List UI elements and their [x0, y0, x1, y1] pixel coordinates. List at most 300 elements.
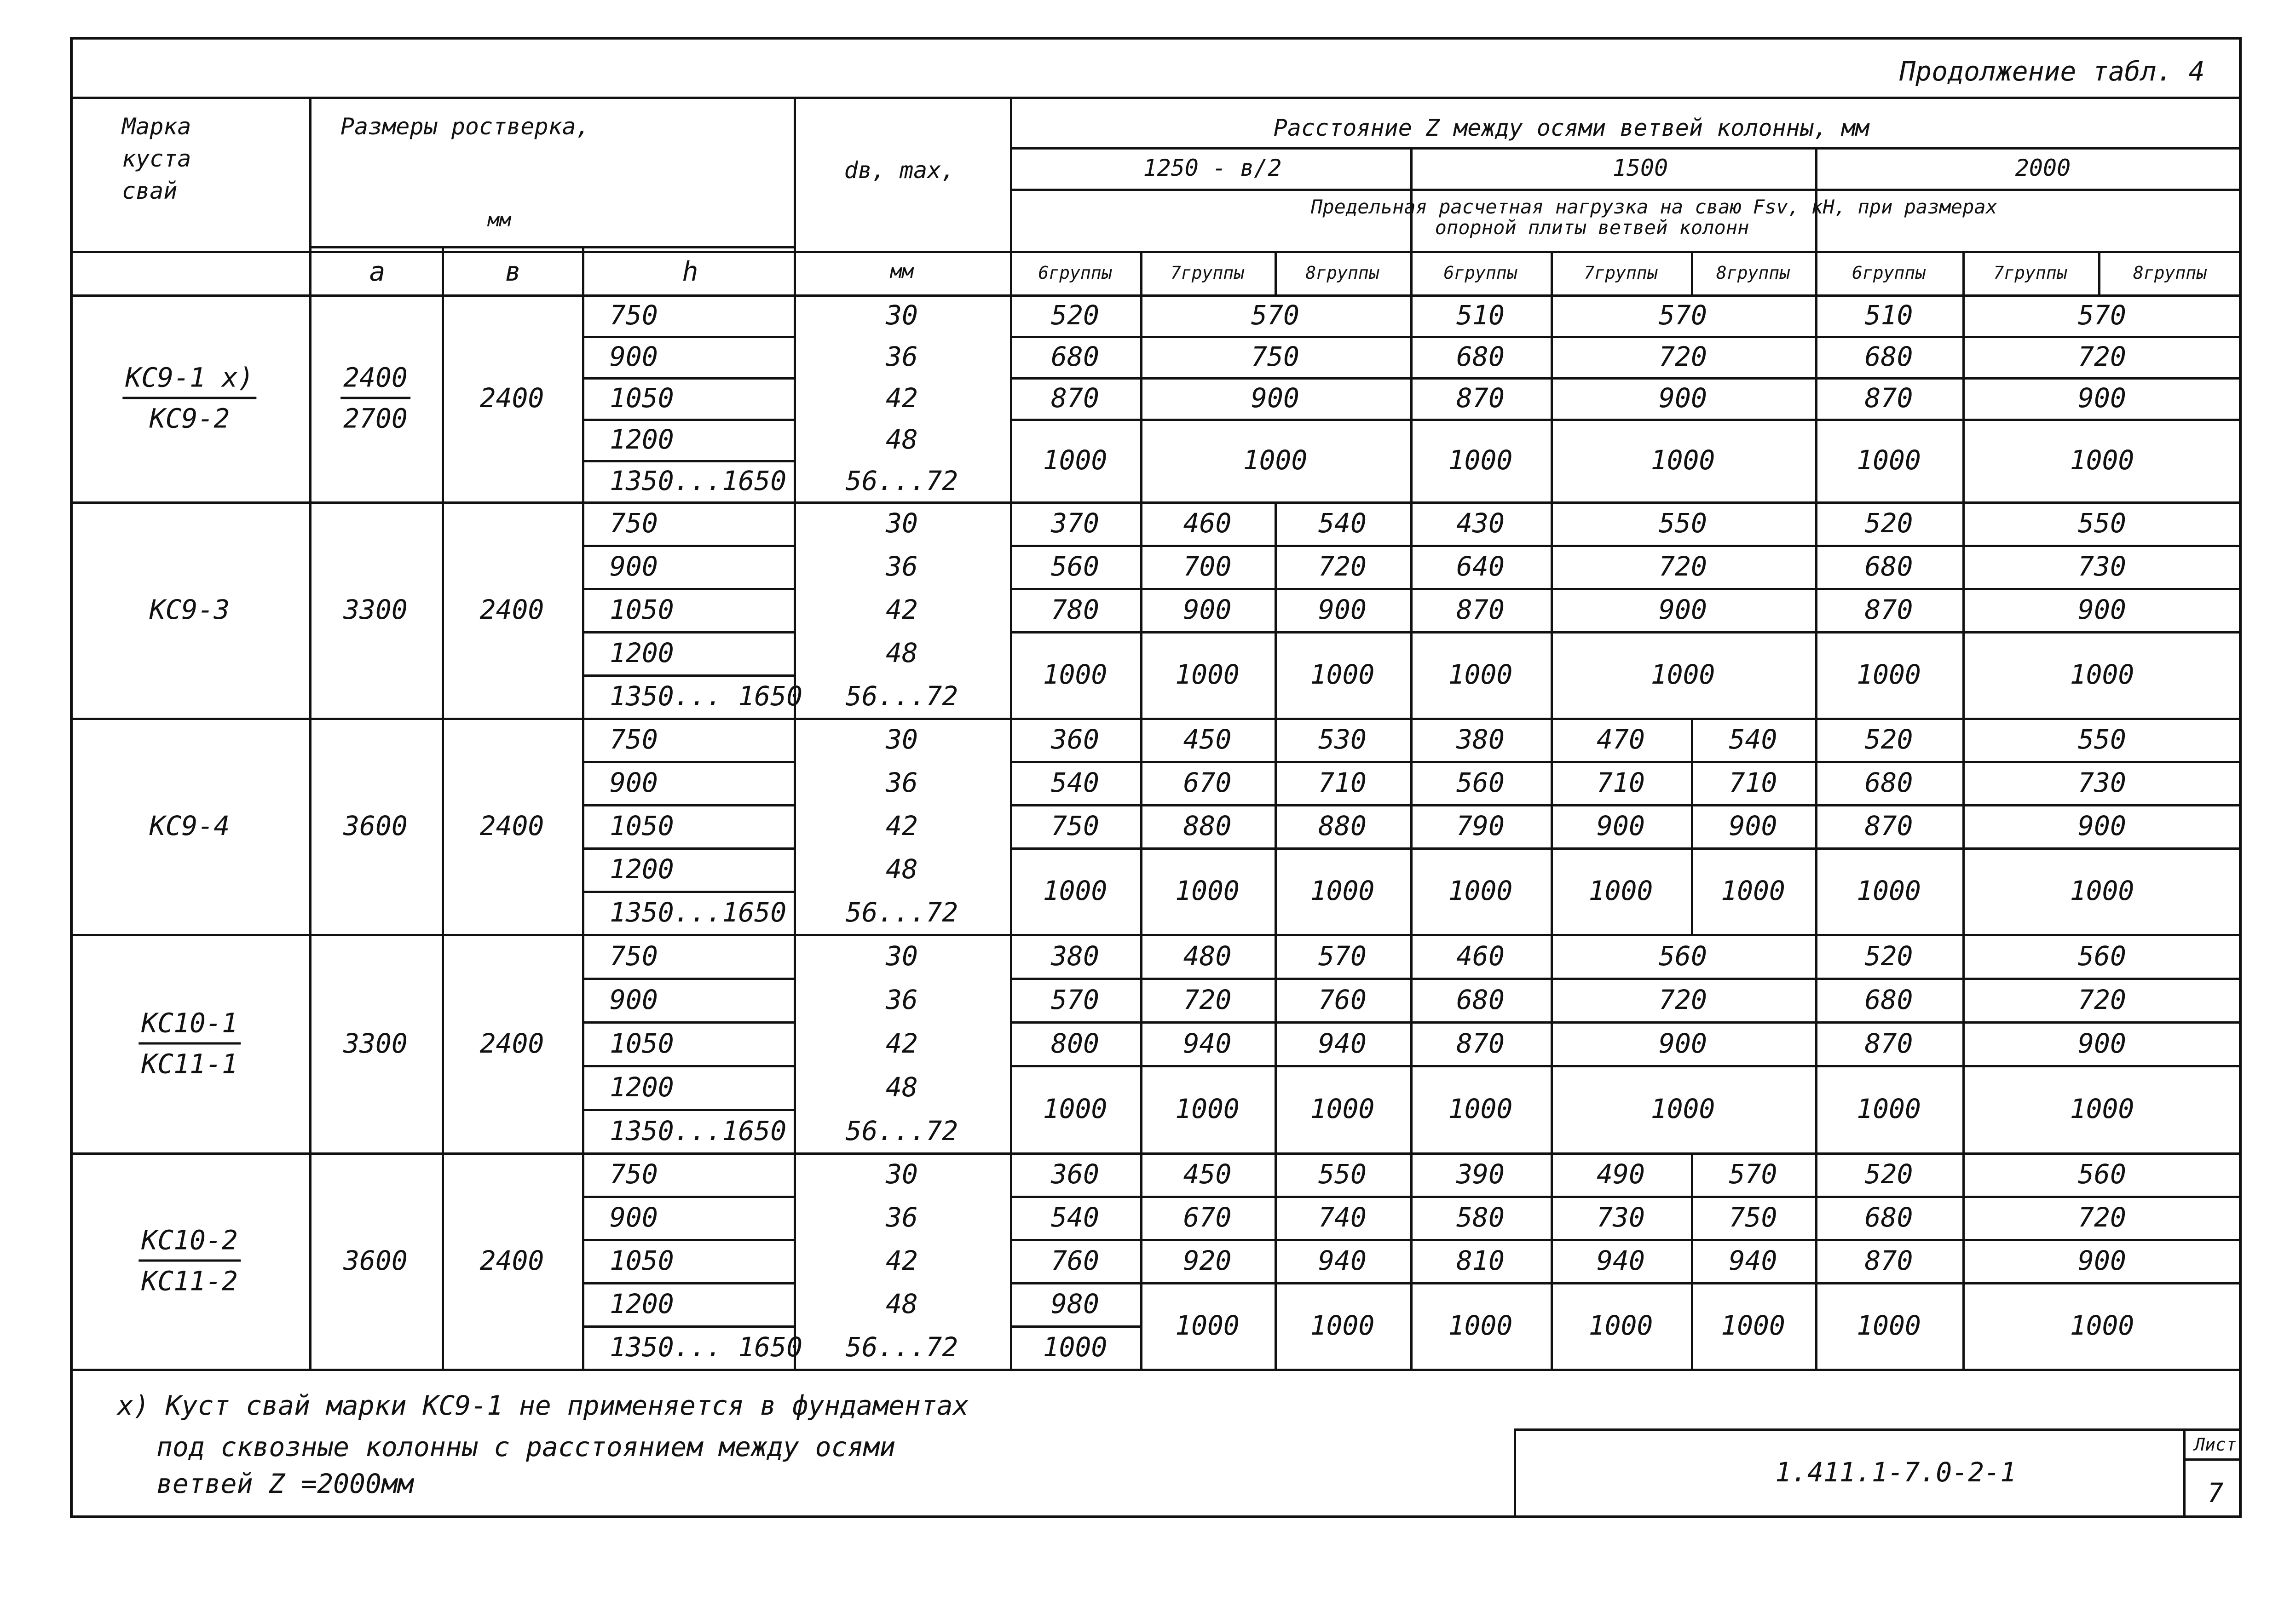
load-value: 570 [1318, 940, 1367, 972]
dist-group-1250: 1250 - в/2 [1143, 155, 1282, 181]
mark-numerator: КС9-1 x) [122, 362, 256, 399]
load-value: 680 [1456, 341, 1505, 372]
load-value: 720 [2078, 984, 2126, 1015]
load-value: 870 [1864, 594, 1913, 625]
load-value: 900 [1729, 810, 1777, 841]
load-header-2: опорной плиты ветвей колонн [1435, 216, 1749, 239]
value-row-rule [1010, 847, 2242, 850]
load-value: 680 [1864, 767, 1913, 798]
subgroup-label: 8группы [2133, 263, 2207, 283]
value-divider [1551, 1152, 1553, 1369]
size-a-top: 2400 [340, 362, 410, 399]
load-value: 880 [1318, 810, 1367, 841]
load-value: 870 [1456, 594, 1505, 625]
load-value: 540 [1051, 767, 1099, 798]
load-value: 480 [1183, 940, 1232, 972]
subgroup-divider [1551, 251, 1553, 294]
dmax-value: 42 [886, 1027, 918, 1059]
stamp-left-rule [1514, 1428, 1516, 1518]
value-row-rule [1010, 631, 2242, 633]
size-b: 2400 [479, 1245, 544, 1276]
load-value: 1000 [2070, 444, 2134, 476]
value-divider [1140, 501, 1142, 718]
pile-cluster-mark [138, 1225, 241, 1297]
load-value: 870 [1864, 1245, 1913, 1276]
dist-group-1500: 1500 [1612, 155, 1668, 181]
value-divider [1962, 501, 1965, 718]
value-row-rule [1010, 419, 2242, 421]
load-value: 670 [1183, 767, 1232, 798]
load-value: 940 [1318, 1027, 1367, 1059]
size-h: 1200 [610, 1071, 674, 1103]
value-divider [1140, 934, 1142, 1152]
load-value: 750 [1729, 1202, 1777, 1233]
load-value: 560 [1659, 940, 1707, 972]
load-value: 680 [1051, 341, 1099, 372]
load-value: 1000 [1588, 1310, 1653, 1341]
subgroup-divider [1140, 251, 1142, 294]
load-value: 680 [1864, 984, 1913, 1015]
dmax-value: 48 [886, 1071, 918, 1103]
stamp-sheet-label-rule [2183, 1458, 2242, 1461]
dmax-value: 42 [886, 1245, 918, 1276]
load-value: 870 [1456, 382, 1505, 414]
hd-row-rule [582, 891, 794, 893]
size-a [340, 362, 410, 434]
load-value: 1000 [1175, 659, 1240, 690]
v-rule [1815, 147, 1817, 1369]
hd-row-rule [582, 1021, 794, 1024]
dmax-value: 56...72 [845, 897, 958, 928]
v-rule [582, 246, 584, 1369]
load-value: 680 [1864, 341, 1913, 372]
load-value: 390 [1456, 1158, 1505, 1190]
hd-row-rule [582, 1325, 794, 1328]
grillage-unit-rule [309, 246, 794, 248]
load-value: 450 [1183, 724, 1232, 755]
load-value: 900 [1597, 810, 1645, 841]
load-value: 1000 [1310, 875, 1375, 906]
dmax-value: 56...72 [845, 1115, 958, 1146]
dmax-value: 36 [886, 341, 918, 372]
load-value: 1000 [2070, 659, 2134, 690]
load-value: 570 [2078, 299, 2126, 331]
v-rule [794, 97, 796, 1369]
block-bottom-rule [70, 718, 2242, 720]
load-value: 430 [1456, 507, 1505, 539]
dmax-value: 42 [886, 594, 918, 625]
size-h: 900 [610, 551, 658, 582]
load-value: 550 [1659, 507, 1707, 539]
value-divider [1275, 718, 1277, 934]
value-divider [1275, 1152, 1277, 1369]
block-bottom-rule [70, 501, 2242, 504]
hd-row-rule [582, 1109, 794, 1111]
load-value: 900 [1183, 594, 1232, 625]
load-value: 1000 [1175, 1093, 1240, 1124]
size-h: 1050 [610, 810, 674, 841]
load-value: 720 [1659, 551, 1707, 582]
load-value: 1000 [1310, 1310, 1375, 1341]
load-value: 720 [1659, 984, 1707, 1015]
size-h: 750 [610, 507, 658, 539]
pile-cluster-mark: КС9-3 [149, 594, 230, 625]
mark-numerator: КС10-2 [138, 1225, 241, 1262]
load-value: 1000 [1448, 875, 1513, 906]
mark-denominator: КС11-2 [141, 1265, 238, 1297]
value-divider [1551, 934, 1553, 1152]
load-value: 680 [1456, 984, 1505, 1015]
col-h-header: h [682, 256, 698, 287]
load-value: 460 [1456, 940, 1505, 972]
size-h: 1350...1650 [610, 1115, 787, 1146]
load-value: 710 [1597, 767, 1645, 798]
hd-row-rule [582, 545, 794, 547]
load-value: 570 [1051, 984, 1099, 1015]
sheet-number: 7 [2207, 1477, 2224, 1509]
dmax-header: dв, max, [844, 157, 955, 184]
dmax-value: 56...72 [845, 1331, 958, 1363]
dmax-value: 30 [886, 940, 918, 972]
dmax-value: 36 [886, 1202, 918, 1233]
value-divider [1551, 294, 1553, 501]
value-row-rule [1010, 588, 2242, 590]
load-value: 900 [1251, 382, 1299, 414]
load-value: 750 [1251, 341, 1299, 372]
size-h: 750 [610, 1158, 658, 1190]
value-divider [1962, 294, 1965, 501]
size-a: 3600 [343, 1245, 408, 1276]
stamp-sheet-rule [2183, 1428, 2186, 1518]
load-value: 1000 [1043, 1093, 1108, 1124]
block-bottom-rule [70, 1369, 2242, 1371]
drawing-frame [70, 37, 2242, 1518]
load-value: 710 [1729, 767, 1777, 798]
load-value: 740 [1318, 1202, 1367, 1233]
subgroup-label: 7группы [1170, 263, 1245, 283]
dmax-value: 30 [886, 724, 918, 755]
load-value: 1000 [1857, 659, 1921, 690]
load-value: 760 [1318, 984, 1367, 1015]
load-value: 1000 [1448, 1310, 1513, 1341]
value-divider [1140, 718, 1142, 934]
continuation-label: Продолжение табл. 4 [1899, 56, 2205, 87]
value-row-rule [1010, 1021, 2242, 1024]
subgroup-label: 8группы [1305, 263, 1379, 283]
load-value: 540 [1051, 1202, 1099, 1233]
size-h: 1200 [610, 637, 674, 668]
load-value: 570 [1659, 299, 1707, 331]
value-row-rule [1010, 978, 2242, 980]
load-value: 790 [1456, 810, 1505, 841]
value-row-rule [1010, 377, 2242, 380]
dist-group-2000: 2000 [2015, 155, 2071, 181]
load-value: 450 [1183, 1158, 1232, 1190]
value-divider [1140, 294, 1142, 501]
hd-row-rule [582, 377, 794, 380]
hd-row-rule [582, 761, 794, 763]
size-a-bottom: 2700 [343, 403, 408, 434]
load-value: 720 [1183, 984, 1232, 1015]
col-a-header: a [369, 256, 386, 287]
load-value: 1000 [1857, 1093, 1921, 1124]
load-value: 780 [1051, 594, 1099, 625]
load-value: 870 [1864, 382, 1913, 414]
pile-cluster-mark [138, 1007, 241, 1079]
load-value: 870 [1051, 382, 1099, 414]
load-value: 520 [1864, 940, 1913, 972]
subgroup-label: 7группы [1584, 263, 1658, 283]
load-value: 1000 [1857, 444, 1921, 476]
load-value: 550 [2078, 724, 2126, 755]
dmax-value: 30 [886, 507, 918, 539]
v-rule [309, 97, 311, 1369]
load-value: 520 [1864, 507, 1913, 539]
subgroup-label: 6группы [1852, 263, 1926, 283]
hd-row-rule [582, 631, 794, 633]
subgroup-divider [2098, 251, 2100, 294]
load-value: 940 [1729, 1245, 1777, 1276]
load-value: 580 [1456, 1202, 1505, 1233]
value-divider [1962, 718, 1965, 934]
load-value: 880 [1183, 810, 1232, 841]
dmax-value: 48 [886, 1288, 918, 1319]
load-value: 570 [1729, 1158, 1777, 1190]
value-row-rule [1010, 1196, 2242, 1198]
subgroup-divider [1962, 251, 1965, 294]
document-code: 1.411.1-7.0-2-1 [1775, 1457, 2016, 1488]
block-bottom-rule [70, 934, 2242, 936]
dmax-value: 30 [886, 1158, 918, 1190]
load-value: 560 [1051, 551, 1099, 582]
load-value: 720 [2078, 341, 2126, 372]
load-value: 360 [1051, 724, 1099, 755]
hd-row-rule [582, 978, 794, 980]
load-value: 900 [2078, 1027, 2126, 1059]
load-value: 380 [1456, 724, 1505, 755]
hd-row-rule [582, 460, 794, 462]
subheader-rule [70, 251, 2242, 253]
size-h: 750 [610, 724, 658, 755]
load-value: 1000 [1857, 875, 1921, 906]
subgroup-divider [1275, 251, 1277, 294]
load-value: 460 [1183, 507, 1232, 539]
value-divider [1275, 934, 1277, 1152]
grillage-sizes-header: Размеры ростверка, [340, 113, 590, 140]
header-top-rule [70, 97, 2242, 99]
hd-row-rule [582, 1196, 794, 1198]
load-value: 720 [1659, 341, 1707, 372]
load-value: 1000 [1650, 1093, 1715, 1124]
value-divider [1962, 934, 1965, 1152]
subgroup-divider [1691, 251, 1693, 294]
v-rule [442, 246, 444, 1369]
size-h: 750 [610, 299, 658, 331]
footnote-line-2: под сквозные колонны с расстоянием между осями [156, 1431, 896, 1463]
size-h: 750 [610, 940, 658, 972]
distance-rule [1010, 147, 2242, 150]
subgroup-label: 7группы [1993, 263, 2067, 283]
load-value: 1000 [1448, 1093, 1513, 1124]
load-value: 560 [2078, 940, 2126, 972]
load-value: 680 [1864, 1202, 1913, 1233]
dmax-value: 42 [886, 382, 918, 414]
load-value: 900 [1659, 1027, 1707, 1059]
load-value: 730 [2078, 767, 2126, 798]
load-value: 570 [1251, 299, 1299, 331]
hd-row-rule [582, 804, 794, 806]
size-h: 1350...1650 [610, 897, 787, 928]
dmax-value: 48 [886, 853, 918, 885]
size-h: 1200 [610, 424, 674, 455]
load-value: 1000 [1043, 444, 1108, 476]
load-value: 810 [1456, 1245, 1505, 1276]
size-b: 2400 [479, 1027, 544, 1059]
value-row-rule [1010, 545, 2242, 547]
load-value: 900 [2078, 810, 2126, 841]
load-value: 900 [1659, 594, 1707, 625]
load-value: 520 [1051, 299, 1099, 331]
load-value: 1000 [1175, 875, 1240, 906]
load-value: 900 [2078, 594, 2126, 625]
hd-row-rule [582, 419, 794, 421]
v-rule [1010, 97, 1012, 1369]
load-value: 560 [1456, 767, 1505, 798]
load-value: 870 [1864, 1027, 1913, 1059]
value-row-rule [1010, 761, 2242, 763]
mark-numerator: КС10-1 [138, 1007, 241, 1044]
value-row-rule [1010, 1282, 2242, 1284]
dist-groups-rule [1010, 189, 2242, 191]
subgroup-label: 6группы [1038, 263, 1112, 283]
load-value: 710 [1318, 767, 1367, 798]
sheet-label: Лист [2194, 1434, 2237, 1455]
load-value: 900 [1659, 382, 1707, 414]
hd-row-rule [582, 336, 794, 338]
load-value: 370 [1051, 507, 1099, 539]
hd-row-rule [582, 1282, 794, 1284]
hd-row-rule [582, 847, 794, 850]
load-value: 510 [1456, 299, 1505, 331]
hd-row-rule [582, 1065, 794, 1067]
size-h: 1200 [610, 1288, 674, 1319]
load-header-1: Предельная расчетная нагрузка на сваю Fsv, кН, при размерах [1311, 196, 1997, 218]
load-value: 1000 [1175, 1310, 1240, 1341]
dmax-unit: мм [890, 260, 914, 282]
load-value: 900 [1318, 594, 1367, 625]
col-b-header: в [505, 256, 521, 287]
value-row-rule [1010, 1239, 2242, 1241]
dmax-value: 42 [886, 810, 918, 841]
footnote-line-3: ветвей Z =2000мм [156, 1468, 414, 1499]
value-divider [1275, 501, 1277, 718]
load-value: 1000 [1448, 659, 1513, 690]
load-value: 1000 [1310, 1093, 1375, 1124]
size-h: 900 [610, 1202, 658, 1233]
dmax-value: 48 [886, 637, 918, 668]
load-value: 720 [2078, 1202, 2126, 1233]
size-h: 1200 [610, 853, 674, 885]
v-rule [1410, 147, 1413, 1369]
load-value: 520 [1864, 1158, 1913, 1190]
load-value: 1000 [1650, 659, 1715, 690]
value-row-rule [1010, 804, 2242, 806]
load-value: 900 [2078, 1245, 2126, 1276]
load-value: 1000 [1043, 875, 1108, 906]
load-value: 560 [2078, 1158, 2126, 1190]
value-row-rule [1010, 1065, 2242, 1067]
header-bottom-rule [70, 294, 2242, 297]
load-value: 1000 [1243, 444, 1308, 476]
load-value: 1000 [1721, 875, 1785, 906]
value-divider [1962, 1152, 1965, 1369]
size-h: 1050 [610, 382, 674, 414]
col-mark-header-2: куста [122, 145, 191, 172]
hd-row-rule [582, 674, 794, 677]
mark-denominator: КС11-1 [141, 1048, 238, 1079]
load-value: 470 [1597, 724, 1645, 755]
load-value: 870 [1456, 1027, 1505, 1059]
load-value: 760 [1051, 1245, 1099, 1276]
dmax-value: 56...72 [845, 680, 958, 712]
size-b: 2400 [479, 594, 544, 625]
load-value: 520 [1864, 724, 1913, 755]
load-value: 550 [2078, 507, 2126, 539]
load-value: 380 [1051, 940, 1099, 972]
value-divider [1691, 718, 1693, 934]
load-value: 720 [1318, 551, 1367, 582]
block-bottom-rule [70, 1152, 2242, 1155]
distance-header: Расстояние Z между осями ветвей колонны, мм [1273, 115, 1869, 141]
value-divider [1140, 1152, 1142, 1369]
load-value: 900 [2078, 382, 2126, 414]
subgroup-label: 8группы [1716, 263, 1790, 283]
pile-cluster-mark: КС9-4 [149, 810, 230, 841]
load-value: 1000 [1448, 444, 1513, 476]
load-value: 530 [1318, 724, 1367, 755]
load-value: 700 [1183, 551, 1232, 582]
size-h: 900 [610, 984, 658, 1015]
load-value: 940 [1597, 1245, 1645, 1276]
size-b: 2400 [479, 810, 544, 841]
size-h: 1350... 1650 [610, 680, 803, 712]
load-value: 1000 [1310, 659, 1375, 690]
load-value: 940 [1318, 1245, 1367, 1276]
size-b: 2400 [479, 382, 544, 414]
load-value: 1000 [2070, 1093, 2134, 1124]
load-value: 490 [1597, 1158, 1645, 1190]
load-value: 510 [1864, 299, 1913, 331]
size-a: 3300 [343, 594, 408, 625]
value-divider [1551, 718, 1553, 934]
value-row-rule [1010, 336, 2242, 338]
dmax-value: 36 [886, 767, 918, 798]
load-value: 1000 [2070, 1310, 2134, 1341]
size-h: 900 [610, 341, 658, 372]
footnote-line-1: x) Куст свай марки КС9-1 не применяется в фундаментах [117, 1390, 969, 1421]
stamp-top-rule [1514, 1428, 2242, 1431]
load-value: 360 [1051, 1158, 1099, 1190]
hd-row-rule [582, 588, 794, 590]
value-row-rule [1010, 1325, 1140, 1328]
col-mark-header-1: Марка [122, 113, 191, 140]
load-value: 1000 [1043, 659, 1108, 690]
load-value: 800 [1051, 1027, 1099, 1059]
dmax-value: 56...72 [845, 465, 958, 496]
load-value: 540 [1729, 724, 1777, 755]
load-value: 670 [1183, 1202, 1232, 1233]
load-value: 540 [1318, 507, 1367, 539]
